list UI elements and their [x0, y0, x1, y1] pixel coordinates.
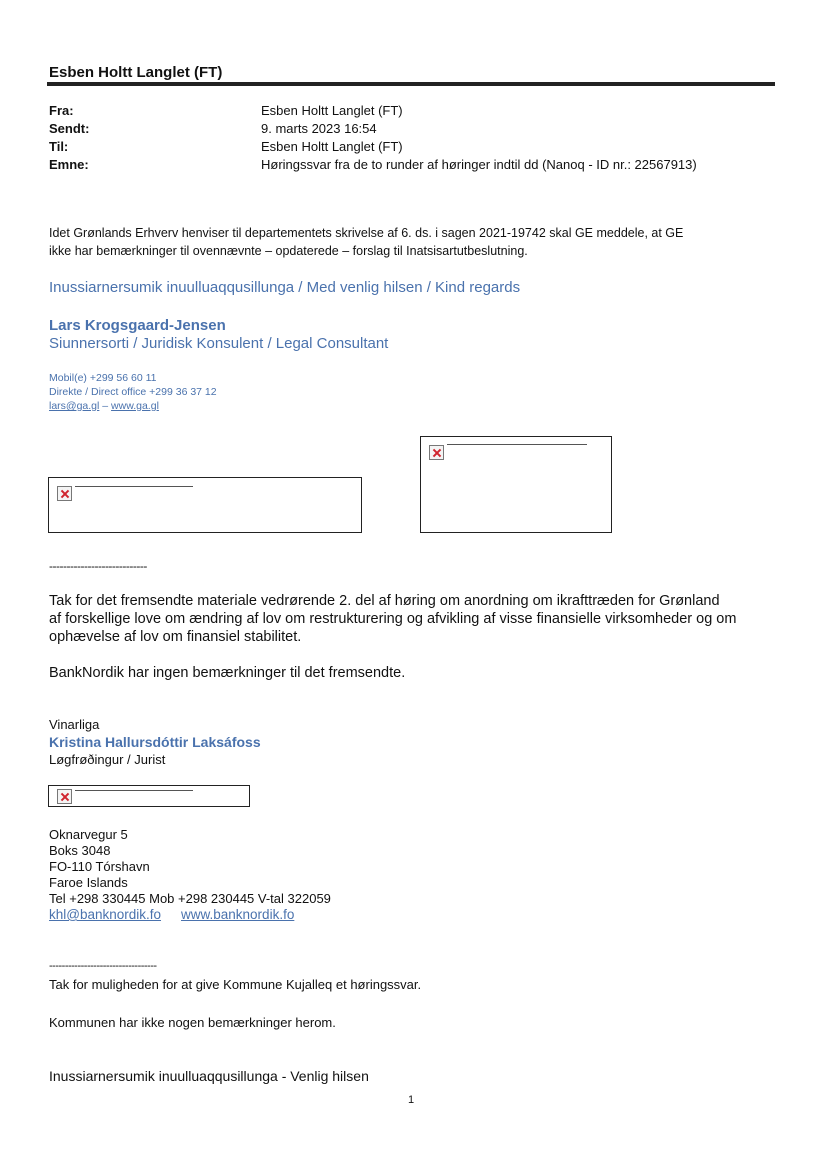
separator-2: ----------------------------------	[49, 960, 157, 972]
ge-website-link[interactable]: www.ga.gl	[111, 400, 159, 412]
banknordik-email-link[interactable]: khl@banknordik.fo	[49, 907, 162, 922]
broken-image-icon	[57, 486, 72, 501]
banknordik-signature-title: Løgfrøðingur / Jurist	[49, 752, 166, 767]
address-country: Faroe Islands	[49, 875, 128, 890]
address-city: FO-110 Tórshavn	[49, 859, 150, 874]
from-label: Fra:	[49, 103, 74, 118]
address-street: Oknarvegur 5	[49, 827, 128, 842]
broken-image-icon	[57, 789, 72, 804]
ge-greeting: Inussiarnersumik inuulluaqqusillunga / Med venlig hilsen / Kind regards	[49, 279, 521, 296]
address-box: Boks 3048	[49, 843, 111, 858]
ge-direct-phone: Direkte / Direct office +299 36 37 12	[49, 386, 217, 398]
subject-label: Emne:	[49, 157, 89, 172]
ge-signature-title: Siunnersorti / Juridisk Konsulent / Legal Consultant	[49, 335, 389, 352]
ge-contact-links	[49, 400, 159, 412]
alt-text-line	[75, 790, 193, 791]
ge-mobile: Mobil(e) +299 56 60 11	[49, 372, 157, 384]
sent-value: 9. marts 2023 16:54	[261, 121, 377, 136]
ge-reply-line-1: Idet Grønlands Erhverv henviser til departementets skrivelse af 6. ds. i sagen 2021-19742 skal GE meddele, at GE	[49, 226, 684, 240]
banknordik-phones: Tel +298 330445 Mob +298 230445 V-tal 322059	[49, 891, 331, 906]
ge-signature-name: Lars Krogsgaard-Jensen	[49, 317, 226, 334]
page-number: 1	[408, 1094, 415, 1106]
kujalleq-line-1: Tak for muligheden for at give Kommune Kujalleq et høringssvar.	[49, 977, 422, 992]
alt-text-line	[447, 444, 587, 445]
banknordik-signature-name: Kristina Hallursdóttir Laksáfoss	[49, 734, 261, 750]
broken-image-icon	[429, 445, 444, 460]
ge-reply-line-2: ikke har bemærkninger til ovennævnte – opdaterede – forslag til Inatsisartutbeslutning.	[49, 244, 528, 258]
kujalleq-greeting: Inussiarnersumik inuulluaqqusillunga - Venlig hilsen	[49, 1068, 369, 1084]
ge-link-separator: –	[99, 400, 112, 412]
broken-image-placeholder	[48, 477, 362, 533]
ge-email-link[interactable]: lars@ga.gl	[49, 400, 100, 412]
banknordik-para-1-line-3: ophævelse af lov om finansiel stabilitet.	[49, 629, 302, 645]
separator-1: ----------------------------	[49, 559, 147, 573]
banknordik-para-1-line-2: af forskellige love om ændring af lov om restrukturering og afvikling af visse finansielle virksomheder og om	[49, 611, 737, 627]
broken-image-placeholder	[420, 436, 612, 533]
sender-name: Esben Holtt Langlet (FT)	[49, 64, 223, 81]
to-label: Til:	[49, 139, 69, 154]
banknordik-website-link[interactable]: www.banknordik.fo	[181, 907, 295, 922]
header-rule	[47, 82, 775, 86]
kujalleq-line-2: Kommunen har ikke nogen bemærkninger herom.	[49, 1015, 336, 1030]
alt-text-line	[75, 486, 193, 487]
from-value: Esben Holtt Langlet (FT)	[261, 103, 403, 118]
subject-value: Høringssvar fra de to runder af høringer indtil dd (Nanoq - ID nr.: 22567913)	[261, 157, 697, 172]
banknordik-para-2: BankNordik har ingen bemærkninger til det fremsendte.	[49, 665, 406, 681]
banknordik-para-1-line-1: Tak for det fremsendte materiale vedrørende 2. del af høring om anordning om ikrafttræden for Grønland	[49, 593, 720, 609]
banknordik-contact-links	[49, 907, 294, 922]
to-value: Esben Holtt Langlet (FT)	[261, 139, 403, 154]
banknordik-closing: Vinarliga	[49, 717, 100, 732]
sent-label: Sendt:	[49, 121, 90, 136]
broken-image-placeholder	[48, 785, 250, 807]
